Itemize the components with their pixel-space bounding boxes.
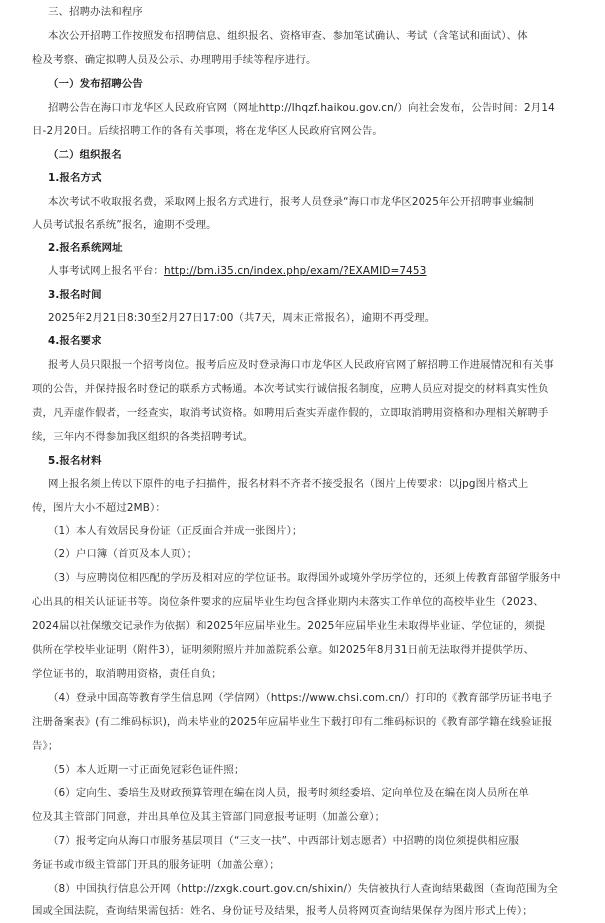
paragraph-line: 招聘公告在海口市龙华区人民政府官网（网址http://lhqzf.haikou.gov.cn/）向社会发布，公告时间：2月14 <box>48 102 555 114</box>
paragraph-line: 人员考试报名系统”报名，逾期不受理。 <box>32 219 217 231</box>
paragraph-line: 续，三年内不得参加我区组织的各类招聘考试。 <box>32 431 254 443</box>
item-heading: 4.报名要求 <box>48 335 102 347</box>
paragraph-line: 本次公开招聘工作按照发布招聘信息、组织报名、资格审查、参加笔试确认、考试（含笔试和面试）、体 <box>48 30 528 42</box>
list-item-continued: 心出具的相关认证证书等。岗位条件要求的应届毕业生均包含择业期内未落实工作单位的高校毕业生（2023、 <box>32 596 544 608</box>
subsection-heading: （二）组织报名 <box>48 149 122 161</box>
item-heading: 5.报名材料 <box>48 455 102 467</box>
paragraph-line: 本次考试不收取报名费，采取网上报名方式进行，报考人员登录“海口市龙华区2025年公开招聘事业编制 <box>48 196 534 208</box>
subsection-heading: （一）发布招聘公告 <box>48 78 143 90</box>
registration-url-line <box>48 260 605 283</box>
list-item-continued: 国或全国法院，查询结果需包括：姓名、身份证号及结果，报考人员将网页查询结果保存为图片形式上传）； <box>32 905 533 917</box>
list-item-continued: 位及其主管部门同意，并出具单位及其主管部门同意报考证明（加盖公章）； <box>32 811 386 823</box>
paragraph-line: 检及考察、确定拟聘人员及公示、办理聘用手续等程序进行。 <box>32 54 317 66</box>
list-item: （6）定向生、委培生及财政预算管理在编在岗人员，报考时须经委培、定向单位及在编在岗人员所在单 <box>48 787 530 799</box>
list-item: （8）中国执行信息公开网（http://zxgk.court.gov.cn/shixin/）失信被执行人查询结果截图（查询范围为全 <box>48 883 558 895</box>
paragraph-line: 项的公告，并保持报名时登记的联系方式畅通。本次考试实行诚信报名制度，应聘人员应对提交的材料真实性负 <box>32 383 549 395</box>
list-item-continued: 学位证书的，取消聘用资格，责任自负； <box>32 668 222 680</box>
list-item-continued: 供所在学校毕业证明（附件3），证明须附照片并加盖院系公章。如2025年8月31日前无法取得并提供学历、 <box>32 644 535 656</box>
list-item: （3）与应聘岗位相匹配的学历及相对应的学位证书。取得国外或境外学历学位的，还须上传教育部留学服务中 <box>48 572 561 584</box>
list-item: （2）户口簿（首页及本人页）； <box>48 548 198 560</box>
registration-url-label: 人事考试网上报名平台： <box>48 265 164 277</box>
list-item: （7）报考定向从海口市服务基层项目（“三支一扶”、中西部计划志愿者）中招聘的岗位须提供相应服 <box>48 835 520 847</box>
paragraph-line: 网上报名须上传以下原件的电子扫描件，报名材料不齐者不接受报名（图片上传要求：以jpg图片格式上 <box>48 478 529 490</box>
list-item-continued: 2024届以社保缴交记录作为依据）和2025年应届毕业生。2025年应届毕业生未取得毕业证、学位证的，须提 <box>32 620 546 632</box>
paragraph-line: 传，图片大小不超过2MB）： <box>32 502 166 514</box>
list-item: （5）本人近期一寸正面免冠彩色证件照； <box>48 764 245 776</box>
list-item-continued: 告》； <box>32 740 59 752</box>
item-heading: 1.报名方式 <box>48 172 102 184</box>
list-item: （4）登录中国高等教育学生信息网（学信网）（https://www.chsi.com.cn/）打印的《教育部学历证书电子 <box>48 692 553 704</box>
paragraph-line: 报考人员只限报一个招考岗位。报考后应及时登录海口市龙华区人民政府官网了解招聘工作进展情况和有关事 <box>48 359 554 371</box>
list-item-continued: 务证书或市级主管部门开具的服务证明（加盖公章）； <box>32 859 280 871</box>
list-item-continued: 注册备案表》(有二维码标识)，尚未毕业的2025年应届毕业生下载打印有二维码标识的《教育部学籍在线验证报 <box>32 716 553 728</box>
section-heading: 三、招聘办法和程序 <box>48 6 143 18</box>
item-heading: 2.报名系统网址 <box>48 242 123 254</box>
list-item: （1）本人有效居民身份证（正反面合并成一张图片）； <box>48 525 303 537</box>
paragraph-line: 责，凡弄虚作假者，一经查实，取消考试资格。如聘用后查实弄虚作假的，立即取消聘用资格和办理相关解聘手 <box>32 407 549 419</box>
registration-url-link[interactable]: http://bm.i35.cn/index.php/exam/?EXAMID=7453 <box>163 265 427 277</box>
paragraph-line: 日-2月20日。后续招聘工作的各有关事项，将在龙华区人民政府官网公告。 <box>32 125 383 137</box>
paragraph-line: 2025年2月21日8:30至2月27日17:00（共7天，周末正常报名），逾期不再受理。 <box>48 312 436 324</box>
item-heading: 3.报名时间 <box>48 289 102 301</box>
